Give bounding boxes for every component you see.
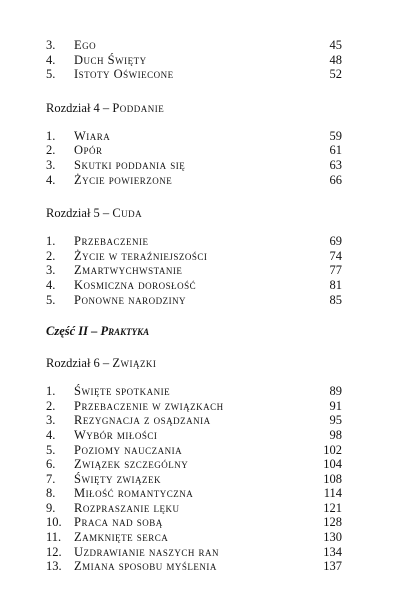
chapter-name: Poddanie (112, 100, 165, 115)
entry-number: 1. (46, 234, 56, 249)
toc-entry[interactable] (46, 486, 342, 501)
entry-title: Ponowne narodziny (74, 292, 187, 307)
entry-number: 1. (46, 384, 56, 399)
entry-page: 85 (329, 292, 342, 307)
chapter-name: Cuda (112, 206, 143, 221)
entry-number: 2. (46, 398, 56, 413)
toc-entry[interactable] (46, 399, 342, 414)
entry-page: 128 (323, 515, 342, 530)
entry-number: 1. (46, 128, 56, 143)
entry-title: Praca nad sobą (74, 515, 163, 530)
toc-entry[interactable] (46, 443, 342, 458)
part-heading[interactable] (46, 324, 342, 339)
entry-page: 45 (329, 38, 342, 52)
entry-title: Święty związek (74, 471, 162, 486)
entry-page: 69 (329, 234, 342, 249)
toc-entry[interactable] (46, 173, 342, 188)
entry-title: Życie powierzone (74, 172, 173, 187)
entry-number: 3. (46, 263, 56, 278)
entry-number: 4. (46, 52, 56, 67)
entry-page: 59 (329, 128, 342, 143)
entry-page: 98 (329, 427, 342, 442)
entry-number: 12. (46, 544, 62, 559)
chapter-label: Rozdział 6 – (46, 356, 113, 371)
toc-list-continued (46, 38, 342, 82)
entry-page: 48 (329, 52, 342, 67)
entry-number: 10. (46, 515, 62, 530)
table-of-contents (46, 38, 342, 574)
entry-number: 6. (46, 457, 56, 472)
toc-entry[interactable] (46, 143, 342, 158)
entry-number: 4. (46, 172, 56, 187)
toc-entry[interactable] (46, 53, 342, 68)
entry-title: Święte spotkanie (74, 384, 171, 399)
toc-entry[interactable] (46, 38, 342, 53)
chapter-label: Rozdział 4 – (46, 100, 113, 115)
toc-entry[interactable] (46, 158, 342, 173)
entry-number: 2. (46, 248, 56, 263)
entry-title: Zmartwychwstanie (74, 263, 183, 278)
toc-entry[interactable] (46, 428, 342, 443)
entry-page: 134 (323, 544, 342, 559)
part-label: Część II – (46, 324, 101, 339)
entry-page: 52 (329, 67, 342, 82)
entry-title: Opór (74, 143, 103, 158)
entry-page: 77 (329, 263, 342, 278)
entry-title: Związek szczególny (74, 457, 189, 472)
toc-entry[interactable] (46, 545, 342, 560)
toc-entry[interactable] (46, 457, 342, 472)
entry-title: Życie w teraźniejszości (74, 248, 208, 263)
toc-list-chapter-4 (46, 129, 342, 187)
entry-number: 5. (46, 67, 56, 82)
toc-entry[interactable] (46, 472, 342, 487)
toc-list-chapter-5 (46, 234, 342, 307)
entry-number: 7. (46, 471, 56, 486)
toc-entry[interactable] (46, 384, 342, 399)
entry-page: 81 (329, 277, 342, 292)
entry-number: 4. (46, 277, 56, 292)
toc-entry[interactable] (46, 249, 342, 264)
entry-number: 4. (46, 427, 56, 442)
toc-entry[interactable] (46, 501, 342, 516)
chapter-heading-6[interactable] (46, 356, 342, 371)
entry-title: Kosmiczna dorosłość (74, 277, 197, 292)
toc-entry[interactable] (46, 263, 342, 278)
entry-number: 3. (46, 157, 56, 172)
entry-page: 104 (323, 457, 342, 472)
entry-page: 66 (329, 172, 342, 187)
entry-title: Uzdrawianie naszych ran (74, 544, 220, 559)
entry-number: 13. (46, 559, 62, 574)
entry-page: 102 (323, 442, 342, 457)
entry-title: Przebaczenie w związkach (74, 398, 224, 413)
entry-title: Wiara (74, 128, 111, 143)
entry-number: 5. (46, 442, 56, 457)
toc-entry[interactable] (46, 278, 342, 293)
entry-page: 121 (323, 500, 342, 515)
entry-page: 63 (329, 157, 342, 172)
entry-page: 61 (329, 143, 342, 158)
chapter-heading-4[interactable] (46, 101, 342, 116)
entry-number: 3. (46, 413, 56, 428)
toc-entry[interactable] (46, 67, 342, 82)
entry-title: Skutki poddania się (74, 157, 186, 172)
chapter-label: Rozdział 5 – (46, 206, 113, 221)
toc-list-chapter-6 (46, 384, 342, 574)
entry-title: Istoty Oświecone (74, 67, 174, 82)
chapter-name: Związki (112, 356, 157, 371)
toc-entry[interactable] (46, 293, 342, 308)
entry-page: 74 (329, 248, 342, 263)
entry-title: Zamknięte serca (74, 530, 169, 545)
toc-entry[interactable] (46, 530, 342, 545)
entry-number: 9. (46, 500, 56, 515)
entry-page: 114 (323, 486, 342, 501)
entry-title: Miłość romantyczna (74, 486, 194, 501)
toc-entry[interactable] (46, 515, 342, 530)
entry-title: Rozpraszanie lęku (74, 500, 180, 515)
toc-entry[interactable] (46, 559, 342, 574)
toc-entry[interactable] (46, 234, 342, 249)
entry-page: 130 (323, 530, 342, 545)
entry-page: 95 (329, 413, 342, 428)
entry-title: Ego (74, 38, 97, 52)
entry-page: 89 (329, 384, 342, 399)
entry-number: 2. (46, 143, 56, 158)
entry-title: Przebaczenie (74, 234, 149, 249)
entry-title: Wybór miłości (74, 427, 158, 442)
entry-number: 8. (46, 486, 56, 501)
entry-title: Zmiana sposobu myślenia (74, 559, 217, 574)
toc-entry[interactable] (46, 129, 342, 144)
entry-number: 5. (46, 292, 56, 307)
entry-title: Poziomy nauczania (74, 442, 183, 457)
toc-entry[interactable] (46, 413, 342, 428)
entry-page: 108 (323, 471, 342, 486)
entry-number: 11. (46, 530, 62, 545)
entry-page: 137 (323, 559, 342, 574)
entry-title: Rezygnacja z osądzania (74, 413, 211, 428)
entry-page: 91 (329, 398, 342, 413)
entry-number: 3. (46, 38, 56, 52)
chapter-heading-5[interactable] (46, 206, 342, 221)
part-name: Praktyka (100, 324, 150, 339)
entry-title: Duch Święty (74, 52, 147, 67)
